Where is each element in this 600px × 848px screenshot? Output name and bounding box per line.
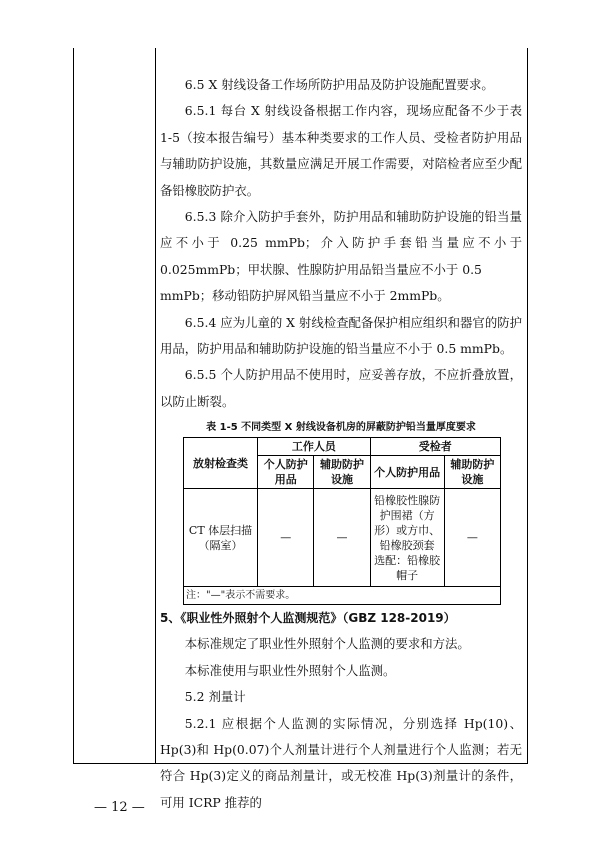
table-cell-patient-personal: 铅橡胶性腺防护围裙（方形）或方巾、铅橡胶颈套 选配：铅橡胶帽子 [370, 489, 444, 587]
para-6-5-1: 6.5.1 每台 X 射线设备根据工作内容，现场应配备不少于表 1-5（按本报告编号）基本种类要求的工作人员、受检者防护用品与辅助防护设施，其数量应满足开展工作需要，对陪检者应至少配备铅橡胶防护衣。 [160, 103, 522, 198]
table-subheader-worker-personal: 个人防护用品 [258, 456, 314, 489]
para-5-intro-2: 本标准使用与职业性外照射个人监测。 [184, 662, 396, 678]
para-6-5-3: 6.5.3 除介入防护手套外，防护用品和辅助防护设施的铅当量应不小于 0.25 mmPb；介入防护手套铅当量应不小于 0.025mmPb；甲状腺、性腺防护用品铅当量应不小于 0.5 [160, 209, 522, 277]
table-subheader-patient-personal: 个人防护用品 [370, 456, 444, 489]
section-5-2-title: 5.2 剂量计 [184, 689, 246, 705]
content-column [160, 72, 522, 816]
table-subheader-patient-aux: 辅助防护设施 [444, 456, 500, 489]
section-6-5-title: 6.5 X 射线设备工作场所防护用品及防护设施配置要求。 [184, 77, 494, 92]
section-5-heading: 5、《职业性外照射个人监测规范》（GBZ 128-2019） [160, 611, 456, 626]
table-header-patient: 受检者 [370, 438, 500, 456]
para-6-5-3-cont: mmPb；移动铅防护屏风铅当量应不小于 2mmPb。 [160, 288, 450, 304]
para-5-intro-1: 本标准规定了职业性外照射个人监测的要求和方法。 [184, 636, 470, 652]
table-header-type: 放射检查类 [184, 438, 258, 489]
table-header-worker: 工作人员 [258, 438, 371, 456]
para-6-5-4: 6.5.4 应为儿童的 X 射线检查配备保护相应组织和器官的防护用品，防护用品和辅助防护设施的铅当量应不小于 0.5 mmPb。 [160, 314, 522, 357]
table-title: 表 1-5 不同类型 X 射线设备机房的屏蔽防护铅当量厚度要求 [206, 422, 476, 434]
table-cell-worker-aux: — [314, 489, 370, 587]
table-cell-patient-aux: — [444, 489, 500, 587]
page-number: — 12 — [94, 800, 145, 815]
para-5-2-1: 5.2.1 应根据个人监测的实际情况，分别选择 Hp(10)、Hp(3)和 Hp(0.07)个人剂量计进行个人剂量进行个人监测；若无符合 Hp(3)定义的商品剂量计，或无校准 Hp(3)剂量计的条件，可用 ICRP 推荐的 [160, 715, 522, 810]
protection-table [183, 437, 501, 605]
table-subheader-worker-aux: 辅助防护设施 [314, 456, 370, 489]
table-note: 注："—"表示不需要求。 [184, 587, 501, 605]
column-divider [155, 48, 156, 764]
table-cell-worker-personal: — [258, 489, 314, 587]
para-6-5-5: 6.5.5 个人防护用品不使用时，应妥善存放，不应折叠放置，以防止断裂。 [160, 367, 522, 409]
table-cell-exam-type: CT 体层扫描（隔室） [184, 489, 258, 587]
